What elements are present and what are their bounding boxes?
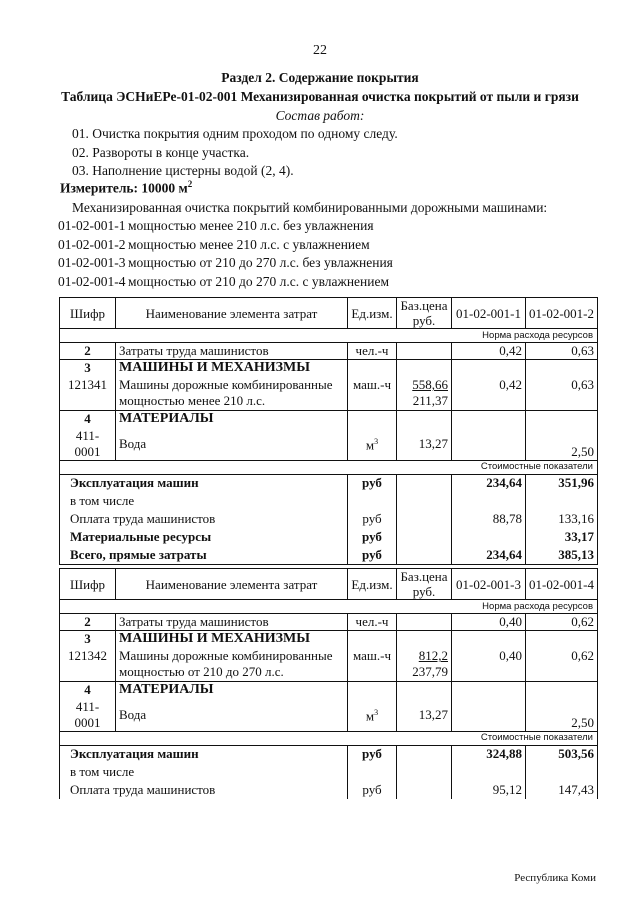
group-row: 4 МАТЕРИАЛЫ — [60, 411, 598, 428]
group-row: 3 МАШИНЫ И МЕХАНИЗМЫ — [60, 631, 598, 648]
norm-note: Норма расхода ресурсов — [60, 600, 598, 614]
header-col1: 01-02-001-3 — [452, 569, 526, 600]
page-number: 22 — [313, 43, 327, 58]
cost-note: Стоимостные показатели — [60, 731, 598, 745]
cost-row: в том числе — [60, 763, 598, 781]
table-row: 411-0001 Вода $м^3$ 13,27 2,50 — [60, 699, 598, 732]
cost-row: Оплата труда машинистов руб 95,12 147,43 — [60, 781, 598, 799]
section-title: Раздел 2. Содержание покрытия — [221, 70, 419, 85]
variant-item: 01-02-001-3 мощностью от 210 до 270 л.с. без увлажнения — [58, 255, 393, 270]
norm-note-row — [60, 600, 598, 614]
header-code: Шифр — [60, 569, 116, 600]
work-item: 03. Наполнение цистерны водой (2, 4). — [72, 163, 294, 178]
norm-note: Норма расхода ресурсов — [60, 329, 598, 343]
cost-table-2 — [59, 568, 598, 799]
measurement-description: Механизированная очистка покрытий комбинированными дорожными машинами: — [72, 200, 548, 215]
work-list — [72, 125, 398, 181]
header-price: Баз.цена руб. — [397, 298, 452, 329]
table-row: 121342 Машины дорожные комбинированные мощностью от 210 до 270 л.с. маш.-ч 812,2 237,79 0,40 0,62 — [60, 648, 598, 682]
table-title: Таблица ЭСНиЕРе-01-02-001 Механизированная очистка покрытий от пыли и грязи — [61, 89, 579, 104]
cost-row: Материальные ресурсы руб 33,17 — [60, 528, 598, 546]
table-header — [60, 298, 598, 329]
header-col2: 01-02-001-4 — [526, 569, 598, 600]
work-composition-label: Состав работ: — [275, 108, 365, 123]
header-unit: Ед.изм. — [348, 569, 397, 600]
table-row: 2 Затраты труда машинистов чел.-ч 0,42 0,63 — [60, 343, 598, 360]
header-name: Наименование элемента затрат — [116, 298, 348, 329]
cost-row: в том числе — [60, 492, 598, 510]
header-unit: Ед.изм. — [348, 298, 397, 329]
table-row: 411-0001 Вода $м^3$ 13,27 2,50 — [60, 428, 598, 461]
cost-row: Всего, прямые затраты руб 234,64 385,13 — [60, 546, 598, 564]
header-col2: 01-02-001-2 — [526, 298, 598, 329]
header-code: Шифр — [60, 298, 116, 329]
cost-row: Оплата труда машинистов руб 88,78 133,16 — [60, 510, 598, 528]
group-row: 4 МАТЕРИАЛЫ — [60, 682, 598, 699]
cost-note-row — [60, 460, 598, 474]
cost-row: Эксплуатация машин руб 234,64 351,96 — [60, 474, 598, 492]
table-header — [60, 569, 598, 600]
group-row: 3 МАШИНЫ И МЕХАНИЗМЫ — [60, 360, 598, 377]
table-row: 2 Затраты труда машинистов чел.-ч 0,40 0,62 — [60, 614, 598, 631]
header-col1: 01-02-001-1 — [452, 298, 526, 329]
footer-region: Республика Коми — [514, 872, 596, 884]
table-row: 121341 Машины дорожные комбинированные мощностью менее 210 л.с. маш.-ч 558,66 211,37 0,42 0,63 — [60, 377, 598, 411]
variant-item: 01-02-001-2 мощностью менее 210 л.с. с увлажнением — [58, 236, 370, 252]
cost-row: Эксплуатация машин руб 324,88 503,56 — [60, 745, 598, 763]
measurement-unit: Измеритель: 10000 $м^2$ — [60, 179, 193, 196]
variant-list — [58, 217, 393, 291]
work-item: 01. Очистка покрытия одним проходом по одному следу. — [72, 126, 398, 141]
variant-item: 01-02-001-1 мощностью менее 210 л.с. без увлажнения — [58, 218, 374, 233]
cost-table-1 — [59, 297, 598, 565]
norm-note-row — [60, 329, 598, 343]
cost-note-row — [60, 731, 598, 745]
header-price: Баз.цена руб. — [397, 569, 452, 600]
work-item: 02. Развороты в конце участка. — [72, 144, 250, 160]
cost-note: Стоимостные показатели — [60, 460, 598, 474]
header-name: Наименование элемента затрат — [116, 569, 348, 600]
variant-item: 01-02-001-4 мощностью от 210 до 270 л.с. с увлажнением — [58, 273, 390, 289]
